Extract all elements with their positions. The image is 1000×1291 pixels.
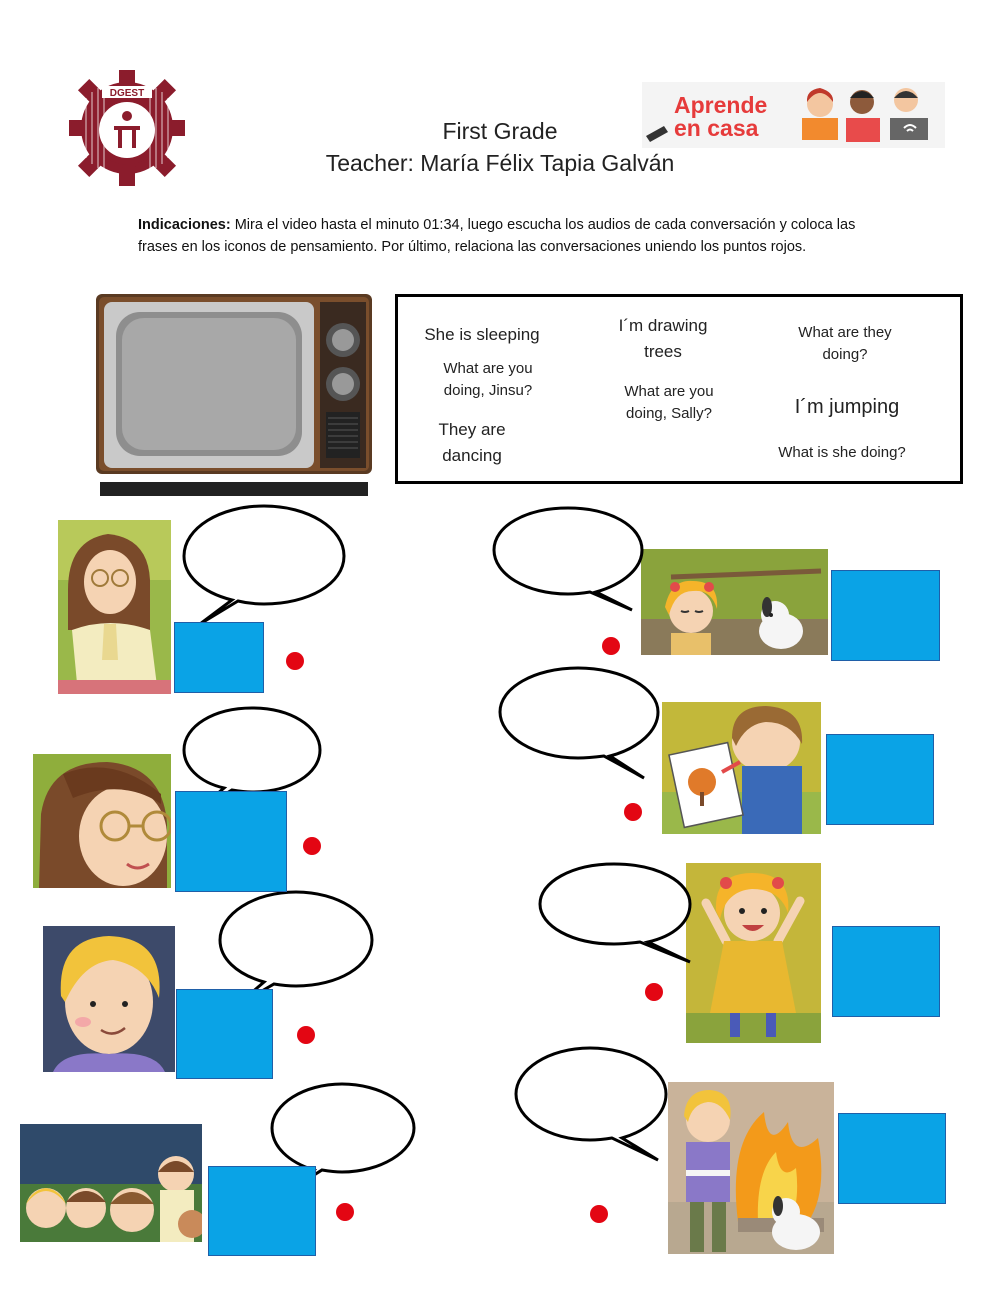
instructions-label: Indicaciones: [138,217,231,233]
match-dot-left-3[interactable] [297,1026,315,1044]
boy-portrait [43,926,175,1072]
speech-bubble-right-3[interactable] [538,862,698,966]
answer-box-left-2[interactable] [175,791,287,892]
answer-box-right-4[interactable] [838,1113,946,1204]
phrase-im-jumping[interactable]: I´m jumping [794,396,900,418]
girl-jumping [686,863,821,1043]
grade-title: First Grade [442,118,558,144]
teacher-name: Teacher: María Félix Tapia Galván [325,150,675,176]
speech-bubble-right-2[interactable] [498,666,664,784]
phrase-what-are-you-doing-sally[interactable]: What are you doing, Sally? [624,383,714,422]
answer-box-right-2[interactable] [826,734,934,825]
instructions-text: Mira el video hasta el minuto 01:34, luego escucha los audios de cada conversación y coloca las frases en los iconos de pensamiento. Por último, relaciona las conversaciones uniendo los puntos rojos. [138,217,856,255]
phrase-what-are-you-doing-jinsu[interactable]: What are you doing, Jinsu? [443,360,533,399]
girl-sleeping-with-dog [641,549,828,655]
answer-box-left-3[interactable] [176,989,273,1079]
svg-text:DGEST: DGEST [109,88,145,99]
match-dot-left-2[interactable] [303,837,321,855]
boy-drawing-trees [662,702,821,834]
phrase-they-are-dancing[interactable]: They are dancing [438,420,506,465]
answer-box-right-3[interactable] [832,926,940,1017]
match-dot-right-3[interactable] [645,983,663,1001]
teacher-portrait-2 [33,754,171,888]
boy-by-campfire [668,1082,834,1254]
instructions [138,214,878,258]
answer-box-left-1[interactable] [174,622,264,693]
speech-bubble-right-4[interactable] [514,1046,670,1164]
teacher-portrait-1 [58,520,171,694]
answer-box-left-4[interactable] [208,1166,316,1256]
phrase-she-is-sleeping[interactable]: She is sleeping [424,325,540,344]
group-of-children [20,1124,202,1242]
match-dot-left-4[interactable] [336,1203,354,1221]
television-video-player[interactable] [96,294,376,498]
svg-text:Aprende: Aprende [674,92,768,118]
answer-box-right-1[interactable] [831,570,940,661]
match-dot-right-1[interactable] [602,637,620,655]
speech-bubble-left-1[interactable] [182,504,348,626]
speech-bubble-right-1[interactable] [492,506,646,616]
match-dot-right-2[interactable] [624,803,642,821]
phrase-im-drawing-trees[interactable]: I´m drawing trees [618,316,708,361]
match-dot-right-4[interactable] [590,1205,608,1223]
svg-text:en casa: en casa [674,115,759,141]
match-dot-left-1[interactable] [286,652,304,670]
phrase-what-is-she-doing[interactable]: What is she doing? [778,444,906,461]
phrase-what-are-they-doing[interactable]: What are they doing? [798,324,892,363]
